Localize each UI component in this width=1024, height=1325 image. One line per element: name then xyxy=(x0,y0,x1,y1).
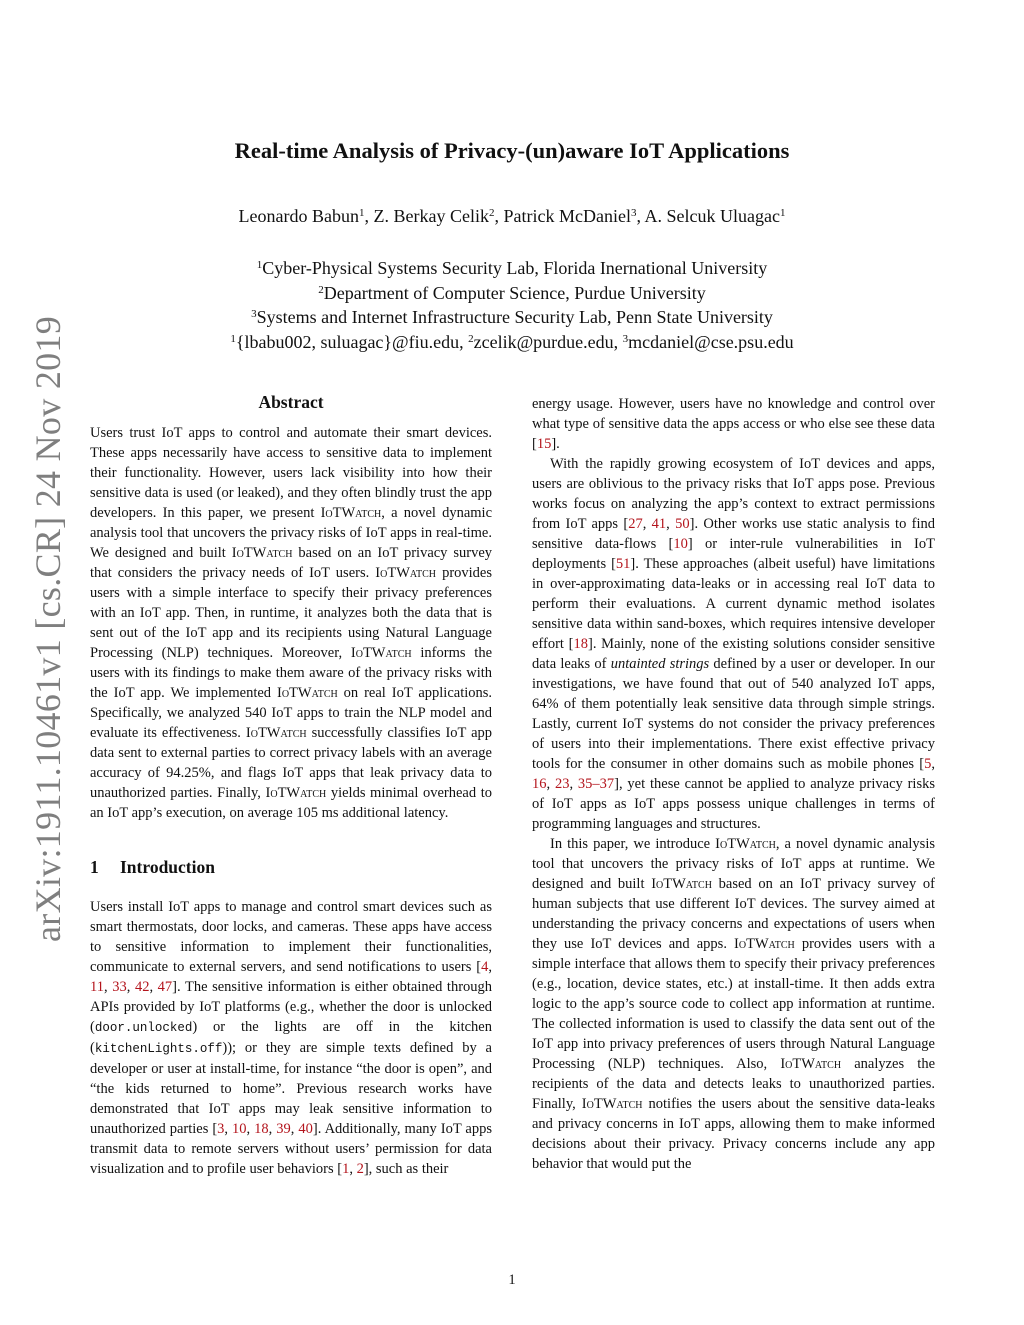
tool-name: IoTWatch xyxy=(780,1056,842,1072)
author-list: Leonardo Babun$^1$, Z. Berkay Celik$^2$, Patrick McDaniel$^3$, A. Selcuk Uluagac$^1$ xyxy=(238,206,786,226)
arxiv-stamp: arXiv:1911.10461v1 [cs.CR] 24 Nov 2019 xyxy=(28,315,68,942)
citation-link[interactable]: 18 xyxy=(573,636,588,652)
left-column xyxy=(90,392,492,1179)
citation-link[interactable]: 40 xyxy=(298,1121,313,1137)
affiliation-line: $^1$Cyber-Physical Systems Security Lab, Florida Inernational University xyxy=(256,258,768,278)
tool-name: IoTWatch xyxy=(734,936,795,952)
section-heading: 1 Introduction xyxy=(90,857,215,877)
affiliation-mark: 1 xyxy=(779,207,786,219)
tool-name: IoTWatch xyxy=(265,785,327,801)
citation-link[interactable]: 51 xyxy=(615,556,631,572)
citation-link[interactable]: 4 xyxy=(481,959,489,975)
paper-title: Real-time Analysis of Privacy-(un)aware IoT Applications xyxy=(234,138,790,163)
intro-paragraph: Users install IoT apps to manage and control smart devices such as smart thermostats, door locks, and cameras. These apps have access to sensitive information to implement their functionalities, communicate to external servers, and send notifications to users [4, 11, 33, 42, 47]. The sensitive information is either obtained through APIs provided by IoT platforms (e.g., whether the door is unlocked (door.unlocked) or the lights are off in the kitchen (kitchenLights.off)); or they are simple texts defined by a developer or user at install-time, for instance “the door is open”, and “the kids returned to home”. Previous research works have demonstrated that IoT apps may leak sensitive information to unauthorized parties [3, 10, 18, 39, 40]. Additionally, many IoT apps transmit data to remote servers without users’ permission for data visualization and to profile user behaviors [1, 2], such as their xyxy=(90,899,493,1177)
citation-link[interactable]: 42 xyxy=(134,979,150,995)
affiliations xyxy=(0,256,1024,354)
author-name: Z. Berkay Celik xyxy=(373,206,489,226)
code-snippet: door.unlocked xyxy=(94,1021,193,1035)
citation-link[interactable]: 39 xyxy=(276,1121,291,1137)
affiliation-mark: 2 xyxy=(489,207,495,219)
citation-link[interactable]: 3 xyxy=(217,1121,225,1137)
citation-link[interactable]: 2 xyxy=(356,1161,364,1177)
citation-link[interactable]: 18 xyxy=(254,1121,269,1137)
citation-link[interactable]: 11 xyxy=(90,979,104,995)
author-name: Patrick McDaniel xyxy=(503,206,631,226)
affiliation-line: $^3$Systems and Internet Infrastructure Security Lab, Penn State University xyxy=(251,307,773,327)
affiliation-line: $^2$Department of Computer Science, Purdue University xyxy=(318,282,706,303)
body-paragraph: energy usage. However, users have no knowledge and control over what type of sensitive data the apps access or who else see these data [15]. xyxy=(532,396,935,452)
citation-link[interactable]: 50 xyxy=(675,516,690,532)
author-name: Leonardo Babun xyxy=(238,206,360,226)
tool-name: IoTWatch xyxy=(375,565,437,581)
citation-link[interactable]: 47 xyxy=(157,979,173,995)
tool-name: IoTWatch xyxy=(277,685,338,701)
affiliation-mark: 3 xyxy=(630,207,637,219)
body-paragraph: In this paper, we introduce IoTWatch, a novel dynamic analysis tool that uncovers the privacy risks of IoT apps at runtime. We designed and built IoTWatch based on an IoT privacy survey of human subjects that use different IoT devices. The survey aimed at understanding the privacy concerns and expectations of users when they use IoT devices and apps. IoTWatch provides users with a simple interface that allows them to specify their privacy preferences (e.g., location, device states, etc.) at install-time. It then adds extra logic to the app’s source code to collect app information at runtime. The collected information is used to classify the data sent out of the IoT app into privacy preferences of users through Natural Language Processing (NLP) techniques. Also, IoTWatch analyzes the recipients of the data and detects leaks to unauthorized parties. Finally, IoTWatch notifies the users about the sensitive data-leaks and privacy concerns in IoT apps, allowing them to make informed decisions about their privacy. Privacy concerns include any app behavior that would put the xyxy=(532,836,936,1172)
affiliation-mark: 1 xyxy=(359,207,365,219)
citation-link[interactable]: 41 xyxy=(651,516,667,532)
email-line: $^1${lbabu002, suluagac}@fiu.edu, $^2$zcelik@purdue.edu, $^3$mcdaniel@cse.psu.edu xyxy=(230,331,794,352)
author-name: A. Selcuk Uluagac xyxy=(644,206,780,226)
citation-link[interactable]: 35–37 xyxy=(577,776,615,792)
citation-link[interactable]: 27 xyxy=(628,516,643,532)
citation-link[interactable]: 1 xyxy=(342,1161,350,1177)
code-snippet: kitchenLights.off xyxy=(94,1042,223,1056)
citation-link[interactable]: 5 xyxy=(924,756,932,772)
citation-link[interactable]: 23 xyxy=(554,776,570,792)
emphasis: untainted strings xyxy=(610,656,710,672)
abstract-heading: Abstract xyxy=(258,392,324,412)
citation-link[interactable]: 33 xyxy=(112,979,127,995)
tool-name: IoTWatch xyxy=(715,836,776,852)
page-number: 1 xyxy=(508,1272,516,1288)
tool-name: IoTWatch xyxy=(231,545,293,561)
tool-name: IoTWatch xyxy=(651,876,712,892)
tool-name: IoTWatch xyxy=(320,505,382,521)
citation-link[interactable]: 15 xyxy=(536,436,552,452)
tool-name: IoTWatch xyxy=(350,645,412,661)
body-paragraph: With the rapidly growing ecosystem of IoT devices and apps, users are oblivious to the privacy risks that IoT apps pose. Previous works focus on analyzing the app’s context to extract permissions from IoT apps [27, 41, 50]. Other works use static analysis to find sensitive data-flows [10] or inter-rule vulnerabilities in IoT deployments [51]. These approaches (albeit useful) have limitations in over-approximating data-leaks or in accessing real IoT data to perform their evaluations. A current dynamic method isolates sensitive data within sand-boxes, which requires intensive developer effort [18]. Mainly, none of the existing solutions consider sensitive data leaks of untainted strings defined by a user or developer. In our investigations, we have found that out of 540 analyzed IoT apps, 64% of them potentially leak sensitive data through simple strings. Lastly, current IoT systems do not consider the privacy preferences of users into their implementations. There exist effective privacy tools for the consumer in other domains such as mobile phones [5, 16, 23, 35–37], yet these cannot be applied to analyze privacy risks of IoT apps as IoT apps possess unique challenges in terms of programming languages and structures. xyxy=(532,456,936,832)
abstract-body: Users trust IoT apps to control and automate their smart devices. These apps necessarily have access to sensitive data to implement their functionality. However, users lack visibility into how their sensitive data is used (or leaked), and they often blindly trust the app developers. In this paper, we present IoTWatch, a novel dynamic analysis tool that uncovers the privacy risks of IoT apps in real-time. We designed and built IoTWatch based on an IoT privacy survey that considers the privacy needs of IoT users. IoTWatch provides users with a simple interface to specify their privacy preferences with an IoT app. Then, in runtime, it analyzes both the data that is sent out of the IoT app and its recipients using Natural Language Processing (NLP) techniques. Moreover, IoTWatch informs the users with its findings to make them aware of the privacy risks with the IoT app. We implemented IoTWatch on real IoT applications. Specifically, we analyzed 540 IoT apps to train the NLP model and evaluate its effectiveness. IoTWatch successfully classifies IoT app data sent to external parties to correct privacy labels with an average accuracy of 94.25%, and flags IoT apps that leak privacy data to unauthorized parties. Finally, IoTWatch yields minimal overhead to an IoT app’s execution, on average 105 ms additional latency. xyxy=(90,425,493,821)
citation-link[interactable]: 10 xyxy=(232,1121,247,1137)
citation-link[interactable]: 16 xyxy=(532,776,547,792)
tool-name: IoTWatch xyxy=(581,1096,643,1112)
tool-name: IoTWatch xyxy=(245,725,307,741)
right-column xyxy=(532,394,935,1174)
citation-link[interactable]: 10 xyxy=(673,536,688,552)
